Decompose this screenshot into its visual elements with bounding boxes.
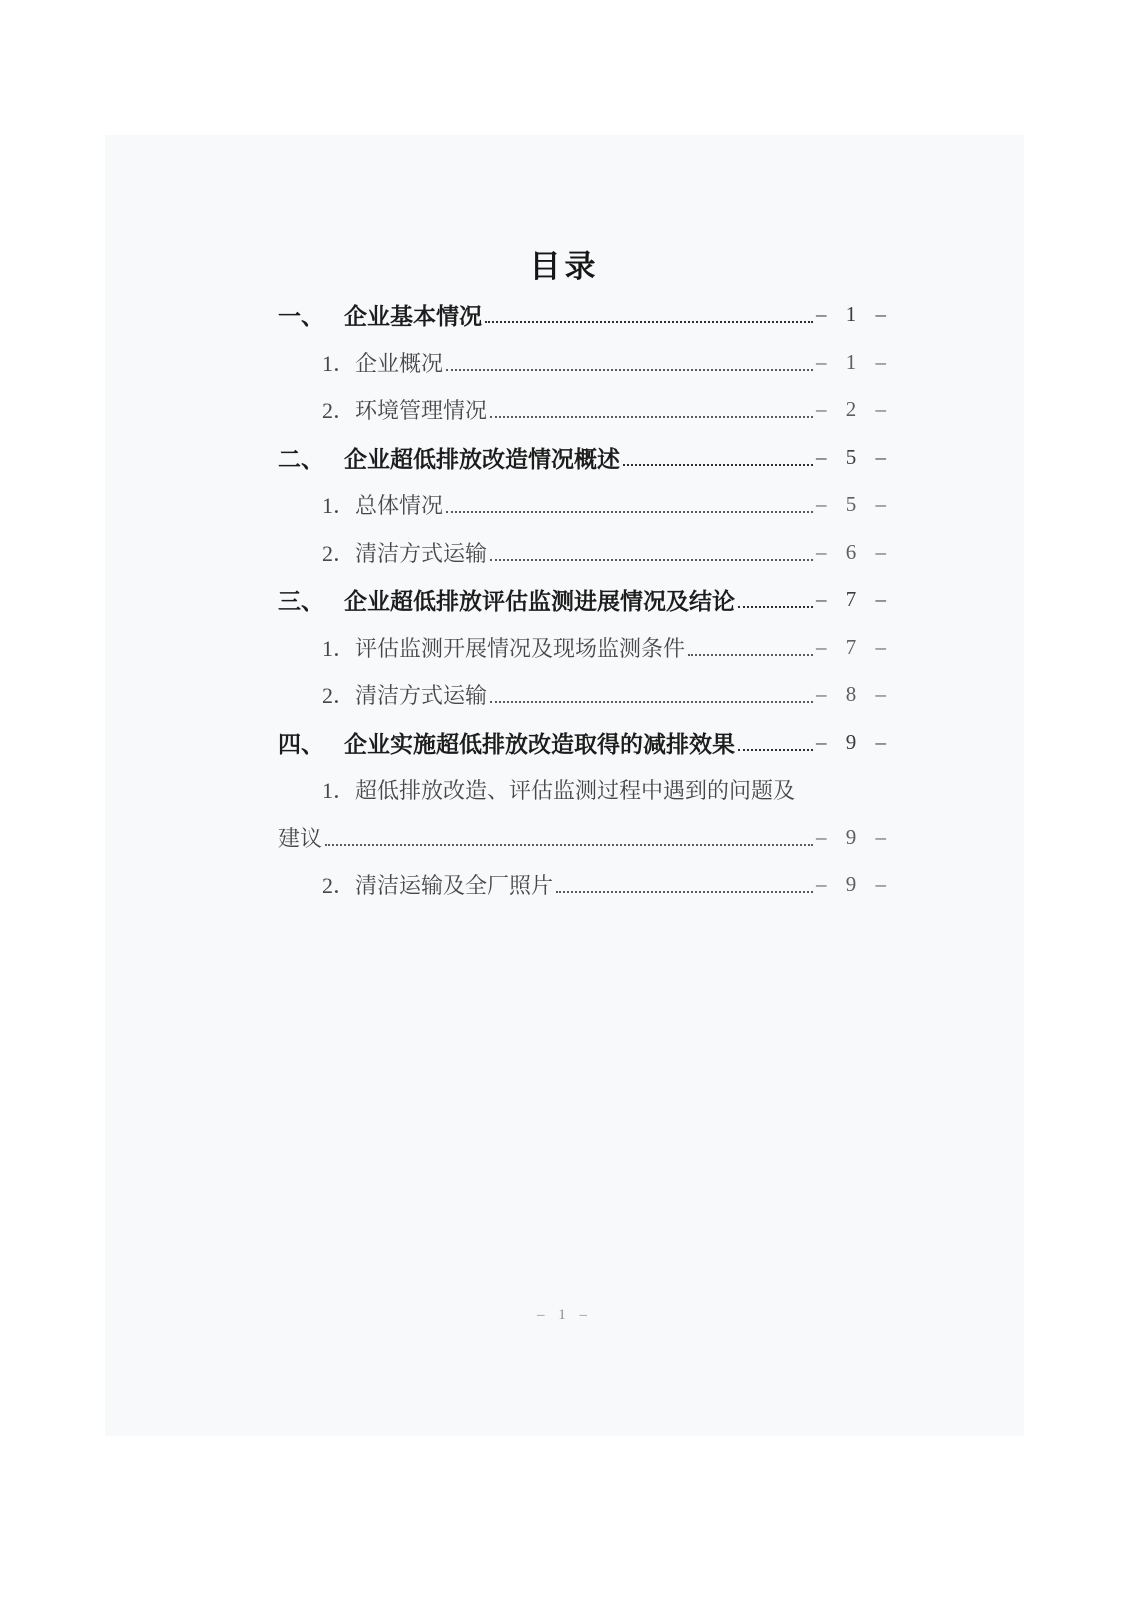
toc-entry[interactable] (278, 339, 893, 387)
dot-leader (490, 401, 813, 418)
table-of-contents (278, 291, 893, 909)
toc-entry-label: 2．环境管理情况 (322, 398, 488, 424)
dot-leader (556, 876, 813, 893)
toc-entry-page: – 1 – (816, 302, 893, 327)
toc-entry[interactable] (278, 576, 893, 624)
dot-leader (738, 591, 813, 608)
toc-entry[interactable] (278, 624, 893, 672)
toc-entry-label: 建议 (278, 825, 323, 851)
toc-entry-page: – 1 – (816, 349, 893, 374)
toc-entry[interactable] (278, 671, 893, 719)
toc-entry[interactable] (278, 481, 893, 529)
dot-leader (485, 306, 813, 323)
toc-entry-label: 2．清洁方式运输 (322, 540, 488, 566)
dot-leader (738, 734, 813, 751)
toc-entry-label: 1．超低排放改造、评估监测过程中遇到的问题及 (322, 778, 796, 804)
dot-leader (490, 544, 813, 561)
toc-entry[interactable] (278, 861, 893, 909)
toc-entry-page: – 7 – (816, 587, 893, 612)
toc-entry-page: – 9 – (816, 729, 893, 754)
toc-entry-label: 企业超低排放评估监测进展情况及结论 (344, 588, 735, 615)
toc-entry-page: – 2 – (816, 397, 893, 422)
toc-entry-page: – 8 – (816, 682, 893, 707)
toc-entry-label: 企业实施超低排放改造取得的减排效果 (344, 730, 735, 757)
toc-entry[interactable] (278, 529, 893, 577)
toc-entry-label: 2．清洁运输及全厂照片 (322, 873, 554, 899)
dot-leader (490, 686, 813, 703)
toc-entry[interactable] (278, 766, 886, 814)
toc-entry-page: – 5 – (816, 444, 893, 469)
toc-entry-label: 1．企业概况 (322, 350, 444, 376)
dot-leader (325, 829, 813, 846)
toc-entry[interactable] (278, 434, 893, 482)
document-page (105, 135, 1024, 1436)
page-number-footer: – 1 – (537, 1307, 592, 1323)
toc-entry-label: 企业超低排放改造情况概述 (344, 445, 620, 472)
toc-entry-page: – 5 – (816, 492, 893, 517)
toc-entry-label: 1．总体情况 (322, 493, 444, 519)
toc-entry-number: 一、 (278, 303, 324, 330)
dot-leader (688, 639, 813, 656)
page-title: 目录 (529, 249, 600, 284)
toc-entry[interactable] (278, 719, 893, 767)
toc-entry-number: 三、 (278, 588, 324, 615)
dot-leader (623, 449, 813, 466)
dot-leader (446, 354, 813, 371)
dot-leader (798, 781, 890, 798)
dot-leader (446, 496, 813, 513)
toc-entry-label: 1．评估监测开展情况及现场监测条件 (322, 635, 686, 661)
toc-entry[interactable] (278, 386, 893, 434)
toc-entry-page: – 9 – (816, 824, 893, 849)
toc-entry-page: – 6 – (816, 539, 893, 564)
toc-entry-page: – 9 – (816, 872, 893, 897)
toc-entry-page: – 7 – (816, 634, 893, 659)
toc-entry-number: 二、 (278, 445, 324, 472)
toc-entry-continuation[interactable] (278, 814, 893, 862)
toc-entry-number: 四、 (278, 730, 324, 757)
toc-entry-label: 企业基本情况 (344, 303, 482, 330)
toc-entry[interactable] (278, 291, 893, 339)
toc-entry-label: 2．清洁方式运输 (322, 683, 488, 709)
